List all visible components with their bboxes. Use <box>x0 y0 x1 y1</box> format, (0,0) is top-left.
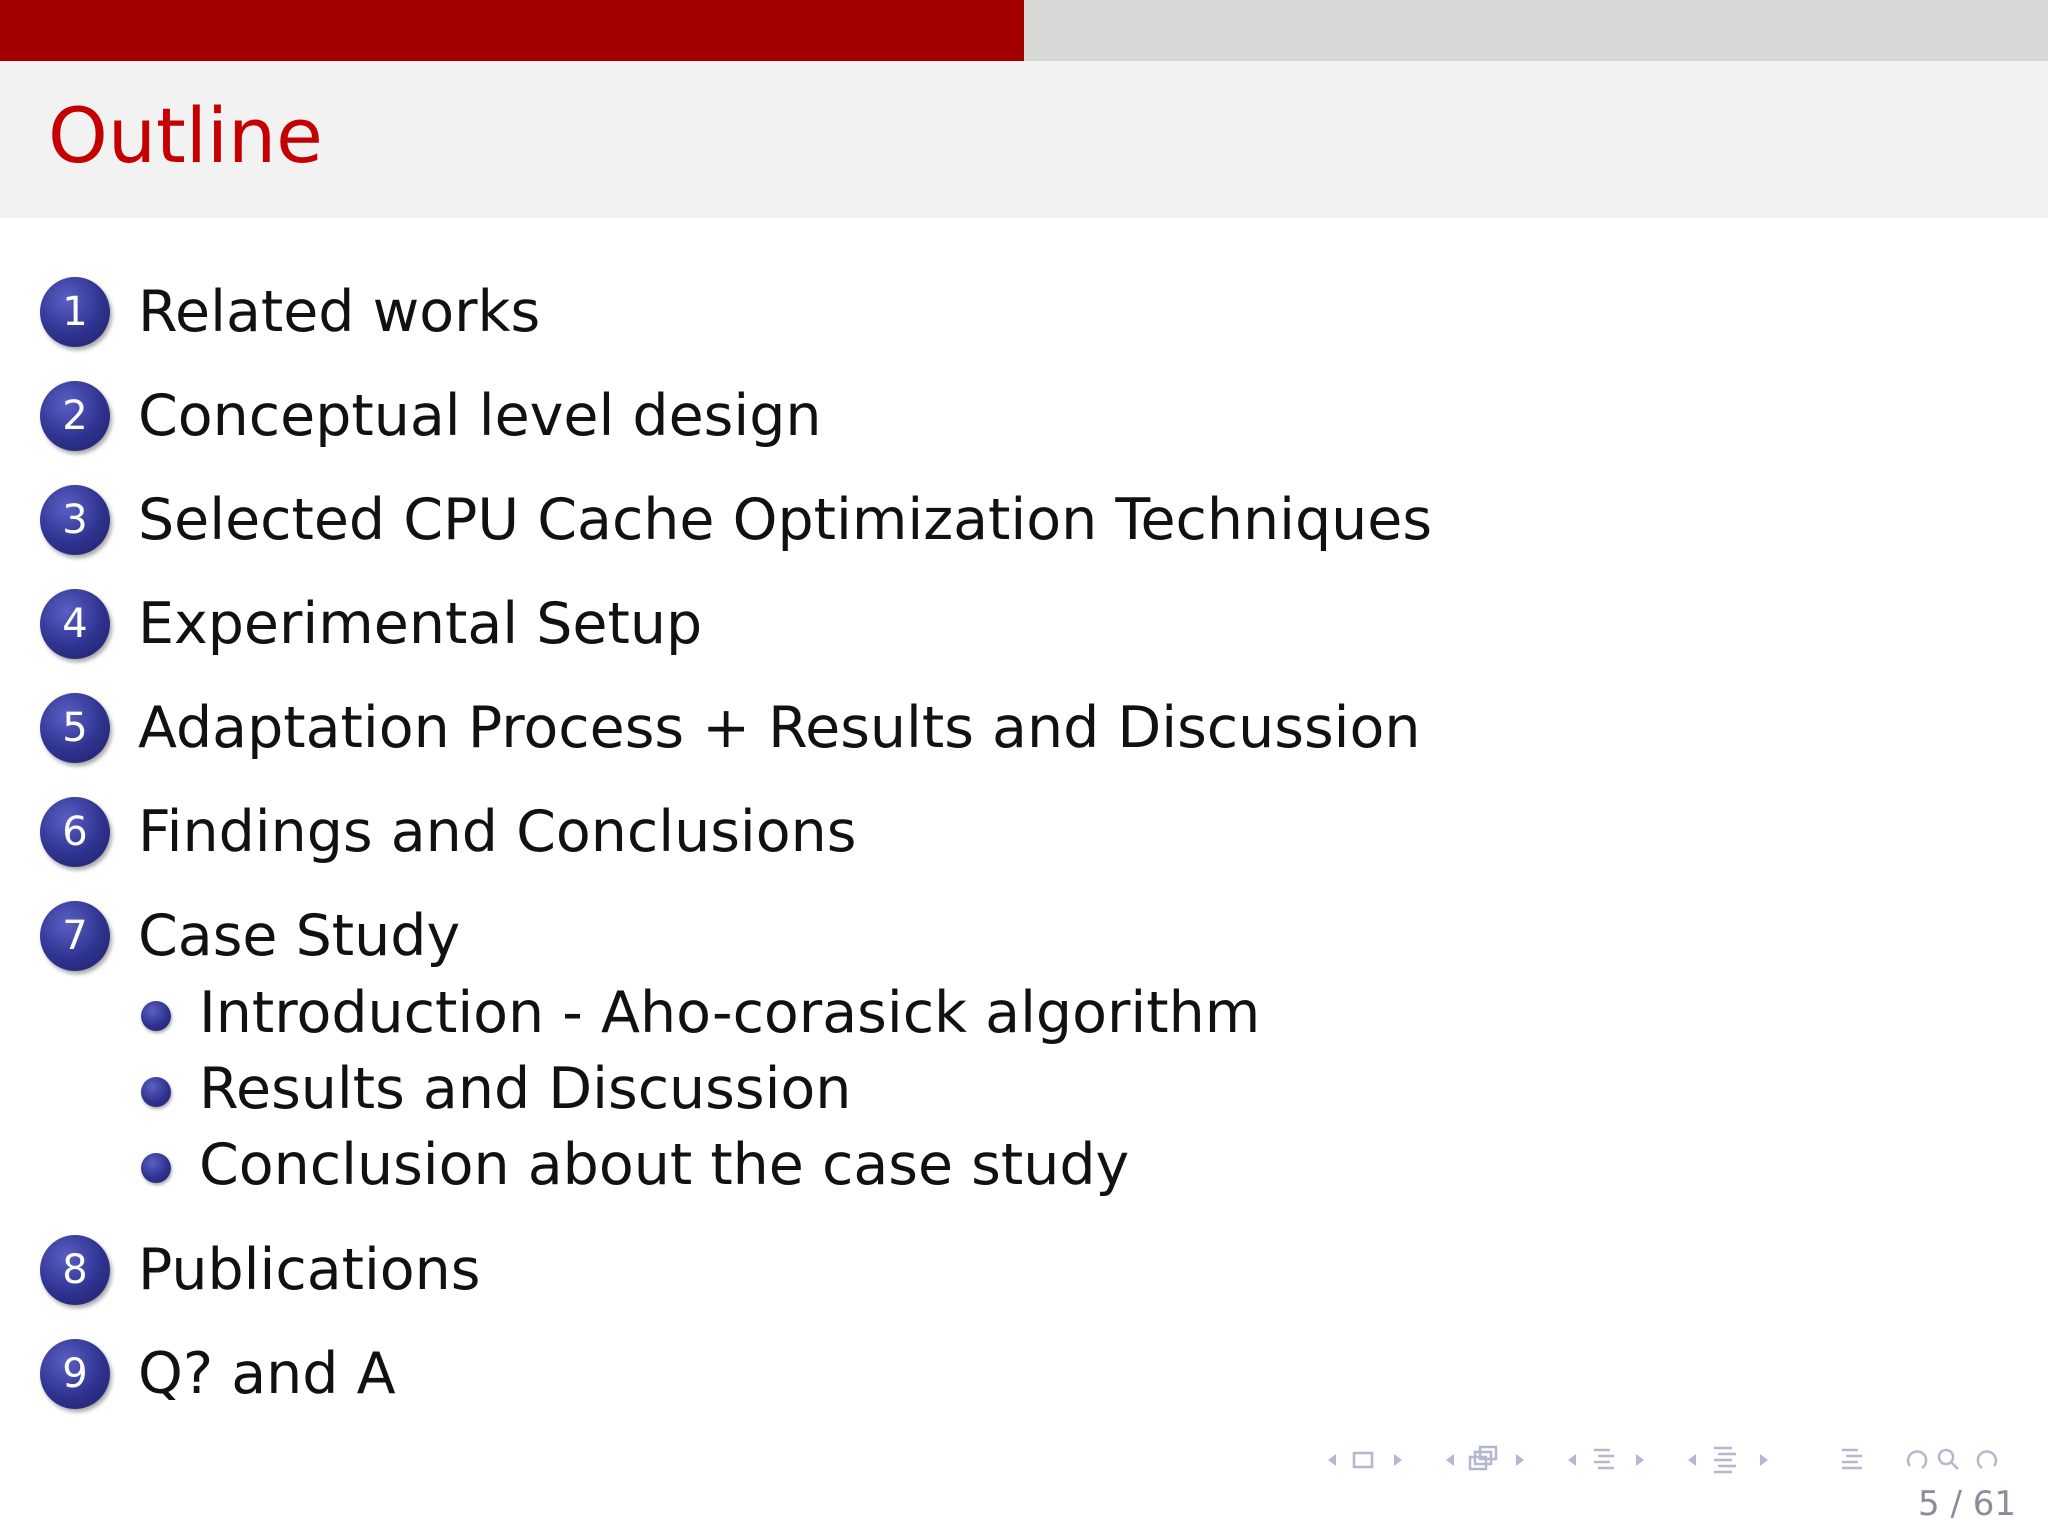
outline-item[interactable] <box>40 485 1440 555</box>
outline-item-label: Publications <box>138 1237 481 1303</box>
outline-item-label: Adaptation Process + Results and Discussion <box>138 695 1421 761</box>
outline-item-label: Selected CPU Cache Optimization Techniques <box>138 487 1433 553</box>
outline-item-label: Experimental Setup <box>138 591 703 657</box>
item-number-badge: 4 <box>40 589 110 659</box>
item-number-badge: 2 <box>40 381 110 451</box>
outline-subitem-label: Introduction - Aho-corasick algorithm <box>199 980 1261 1046</box>
page-number: 5 / 61 <box>1918 1484 2016 1524</box>
section-icon <box>1594 1450 1614 1468</box>
outline-item[interactable] <box>40 901 1440 971</box>
bullet-icon <box>141 1153 171 1183</box>
item-number-badge: 3 <box>40 485 110 555</box>
prev-arrow-icon <box>1688 1454 1696 1466</box>
outline-item[interactable] <box>40 277 1440 347</box>
subsection-icon <box>1470 1447 1496 1469</box>
item-number-badge: 7 <box>40 901 110 971</box>
next-arrow-icon <box>1516 1454 1524 1466</box>
next-arrow-icon <box>1760 1454 1768 1466</box>
item-number-badge: 1 <box>40 277 110 347</box>
bullet-icon <box>141 1077 171 1107</box>
back-icon <box>1908 1451 1926 1468</box>
outline-item-label: Q? and A <box>138 1341 396 1407</box>
frame-icon <box>1354 1453 1372 1467</box>
outline-item-label: Conceptual level design <box>138 383 822 449</box>
prev-arrow-icon <box>1568 1454 1576 1466</box>
outline-item-label: Case Study <box>138 903 461 969</box>
outline-item-label: Findings and Conclusions <box>138 799 857 865</box>
toc-icon <box>1714 1448 1736 1472</box>
outline-item[interactable] <box>40 589 1440 659</box>
search-icon <box>1939 1450 1958 1469</box>
outline-item-label: Related works <box>138 279 541 345</box>
item-number-badge: 5 <box>40 693 110 763</box>
bullet-icon <box>141 1001 171 1031</box>
next-arrow-icon <box>1636 1454 1644 1466</box>
outline-item[interactable] <box>40 797 1440 867</box>
outline-item[interactable] <box>40 1235 1440 1305</box>
outline-item[interactable] <box>40 693 1440 763</box>
slide-title: Outline <box>48 91 323 180</box>
outline-subitem[interactable] <box>141 1056 1441 1122</box>
item-number-badge: 6 <box>40 797 110 867</box>
outline-item[interactable] <box>40 1339 1440 1409</box>
next-arrow-icon <box>1394 1454 1402 1466</box>
outline-subitem[interactable] <box>141 980 1441 1046</box>
prev-arrow-icon <box>1446 1454 1454 1466</box>
prev-arrow-icon <box>1328 1454 1336 1466</box>
outline-subitem-label: Conclusion about the case study <box>199 1132 1130 1198</box>
nav-symbols <box>1310 1440 2030 1480</box>
outline-subitem[interactable] <box>141 1132 1441 1198</box>
outline-subitem-label: Results and Discussion <box>199 1056 852 1122</box>
outline-icon <box>1842 1450 1862 1468</box>
item-number-badge: 9 <box>40 1339 110 1409</box>
item-number-badge: 8 <box>40 1235 110 1305</box>
outline-item[interactable] <box>40 381 1440 451</box>
forward-icon <box>1978 1451 1996 1468</box>
